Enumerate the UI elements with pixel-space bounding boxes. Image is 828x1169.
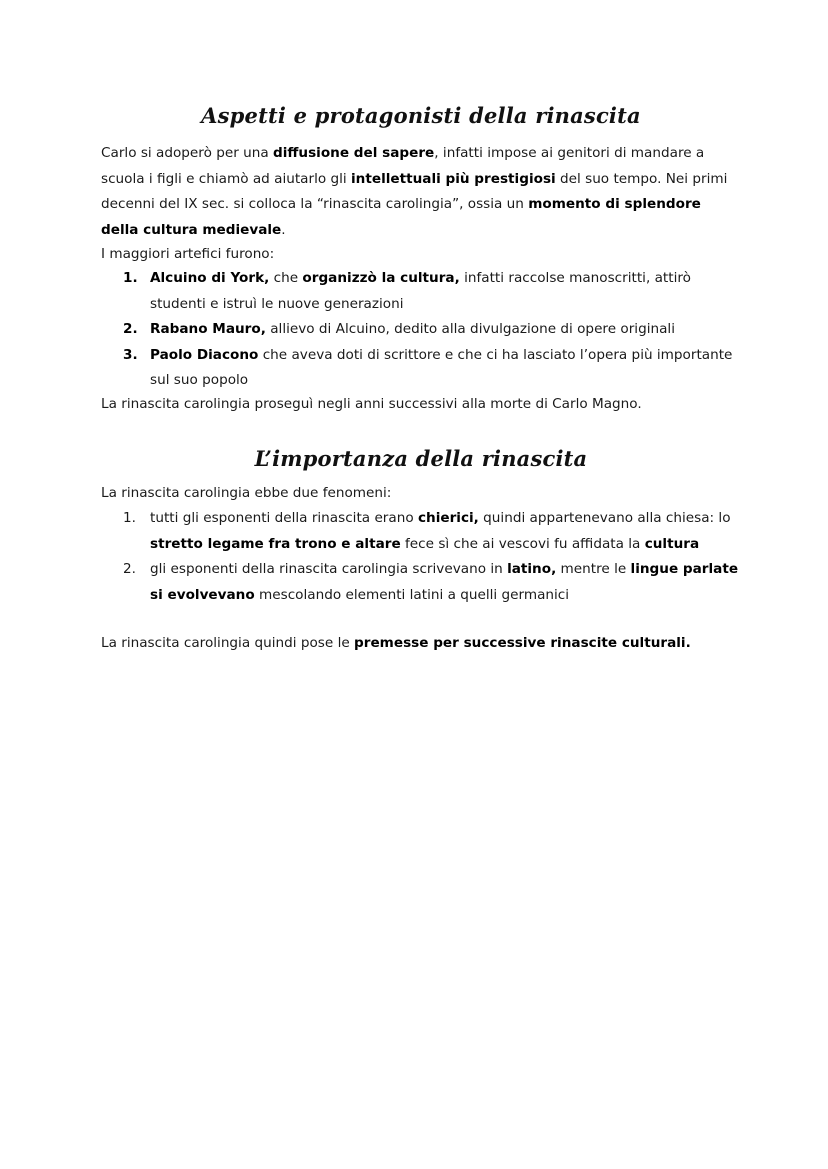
bold-text: intellettuali più prestigiosi — [351, 170, 556, 187]
bold-text: momento di splendore della cultura medievale — [101, 196, 701, 238]
fenomeni-list — [101, 506, 741, 608]
list-item — [101, 557, 741, 608]
list-item — [101, 317, 741, 343]
list-number: 1. — [123, 270, 138, 286]
intro-paragraph: Carlo si adoperò per una diffusione del sapere, infatti impose ai genitori di mandare a scuola i figli e chiamò ad aiutarlo gli intellettuali più prestigiosi del suo tempo. Nei primi decenni del IX sec. si colloca la “rinascita carolingia”, ossia un momento di splendore della cultura medievale. — [101, 145, 728, 238]
closing-paragraph-1: La rinascita carolingia proseguì negli anni successivi alla morte di Carlo Magno. — [101, 396, 642, 412]
section-title-aspetti: Aspetti e protagonisti della rinascita — [201, 103, 641, 128]
bold-text: diffusione del sapere — [273, 145, 435, 161]
list-item-text: Alcuino di York, che organizzò la cultura, infatti raccolse manoscritti, attirò studenti e istruì le nuove generazioni — [150, 270, 691, 312]
list-item-text: Paolo Diacono che aveva doti di scrittore e che ci ha lasciato l’opera più importante sul suo popolo — [150, 346, 733, 388]
list-number: 2. — [123, 561, 136, 577]
bold-text: stretto legame fra trono e altare — [150, 535, 401, 552]
bold-text: cultura — [644, 535, 700, 552]
list-item — [101, 506, 741, 557]
bold-text: lingue parlate si evolvevano — [150, 561, 739, 603]
list-number: 1. — [123, 510, 136, 526]
bold-text: Alcuino di York, — [150, 270, 270, 286]
bold-text: Rabano Mauro, — [150, 321, 266, 337]
bold-text: latino, — [507, 561, 557, 577]
artefici-list — [101, 266, 741, 394]
section-title-importanza: L’importanza della rinascita — [254, 446, 588, 471]
bold-text: premesse per successive rinascite culturali. — [354, 635, 691, 651]
list-item-text: Rabano Mauro, allievo di Alcuino, dedito alla divulgazione di opere originali — [150, 321, 675, 337]
list-item-text: tutti gli esponenti della rinascita erano chierici, quindi appartenevano alla chiesa: lo stretto legame fra trono e altare fece sì che ai vescovi fu affidata la cultura — [150, 510, 731, 552]
list-lead-fenomeni: La rinascita carolingia ebbe due fenomeni: — [101, 485, 392, 501]
closing-paragraph-2: La rinascita carolingia quindi pose le premesse per successive rinascite culturali. — [101, 635, 691, 651]
list-item — [101, 343, 741, 394]
bold-text: Paolo Diacono — [150, 346, 259, 363]
bold-text: organizzò la cultura, — [302, 270, 460, 286]
list-item — [101, 266, 741, 317]
list-item-text: gli esponenti della rinascita carolingia scrivevano in latino, mentre le lingue parlate si evolvevano mescolando elementi latini a quelli germanici — [150, 561, 739, 603]
bold-text: chierici, — [417, 510, 479, 526]
list-number: 3. — [123, 346, 138, 363]
list-lead-artefici: I maggiori artefici furono: — [101, 246, 275, 262]
list-number: 2. — [123, 321, 138, 337]
